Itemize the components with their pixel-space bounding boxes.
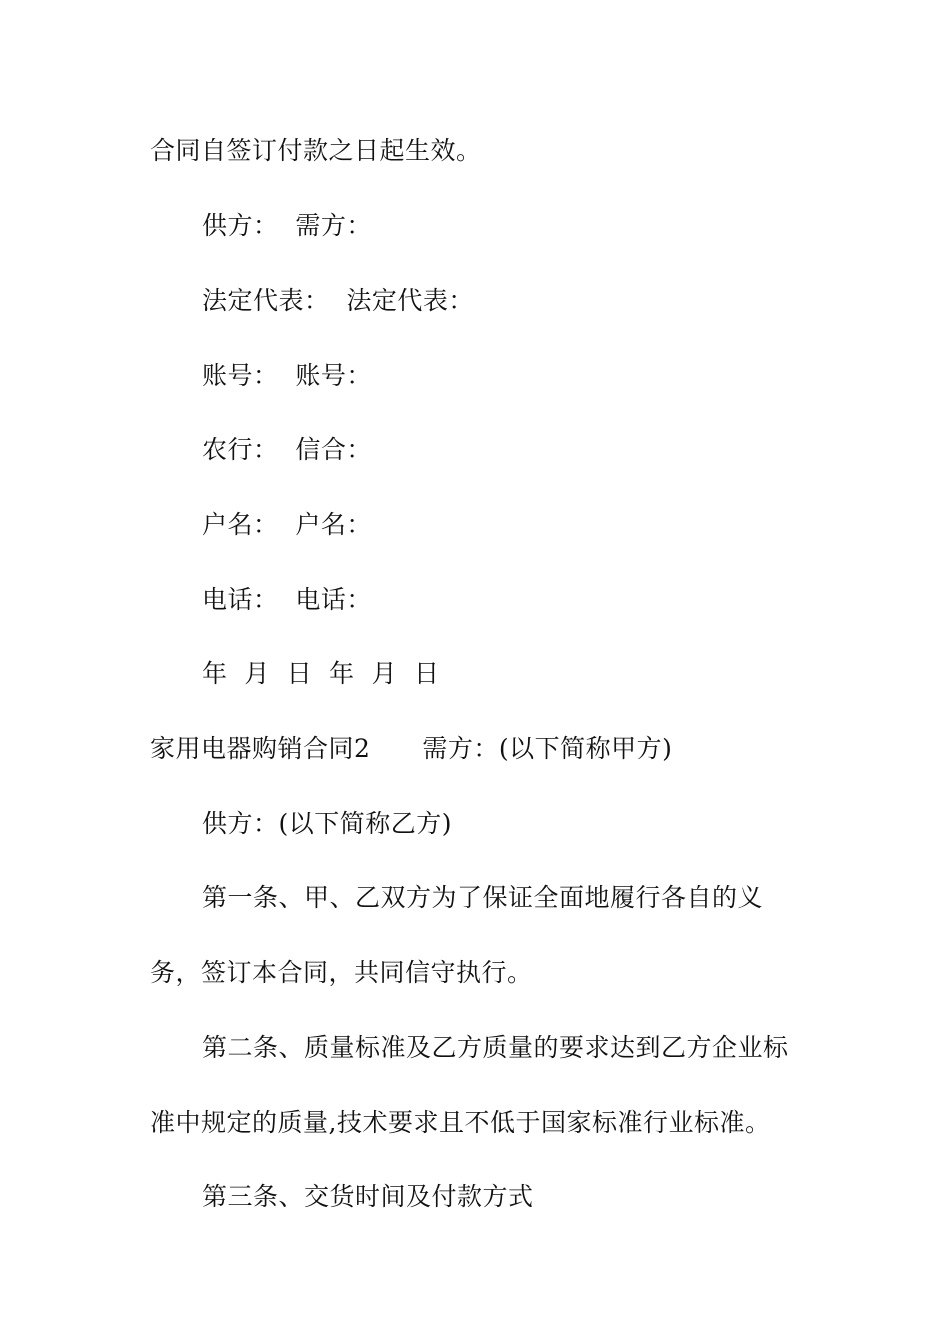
text-line-phone: 电话： 电话： [202,585,372,614]
text-line-article-1-cont: 务，签订本合同，共同信守执行。 [150,958,533,987]
text-line-article-1: 第一条、甲、乙双方为了保证全面地履行各自的义 [202,883,764,912]
buyer-line: 需方：(以下简称甲方) [422,734,673,763]
text-line-parties: 供方： 需方： [202,211,372,240]
text-line-seller: 供方：(以下简称乙方) [202,809,453,838]
text-line-article-2-cont: 准中规定的质量,技术要求且不低于国家标准行业标准。 [150,1108,771,1137]
text-line-date: 年 月 日 年 月 日 [202,659,440,688]
text-line-article-2: 第二条、质量标准及乙方质量的要求达到乙方企业标 [202,1033,789,1062]
text-line-account-name: 户名： 户名： [202,510,372,539]
text-line-legal-rep: 法定代表： 法定代表： [202,286,474,315]
contract-title: 家用电器购销合同2 [150,734,371,763]
text-line-bank: 农行： 信合： [202,435,372,464]
text-line-contract-title [150,729,810,769]
text-line-account: 账号： 账号： [202,361,372,390]
text-line-effective: 合同自签订付款之日起生效。 [150,136,482,165]
text-line-article-3: 第三条、交货时间及付款方式 [202,1182,534,1211]
